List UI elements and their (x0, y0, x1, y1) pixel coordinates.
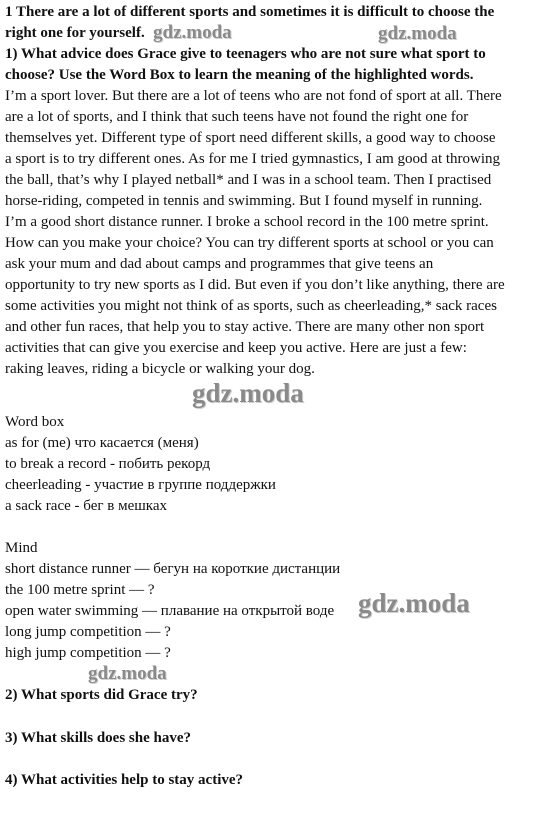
mind-item: high jump competition — ? (5, 645, 171, 661)
text-line: ask your mum and dad about camps and programmes that give teens an (5, 256, 434, 272)
task-title-line-2: right one for yourself. (5, 25, 145, 41)
mind-item: long jump competition — ? (5, 624, 171, 640)
text-line: some activities you might not think of as sports, such as cheerleading,* sack races (5, 298, 497, 314)
question-3: 3) What skills does she have? (5, 730, 192, 746)
word-box-item: cheerleading - участие в группе поддержки (5, 477, 276, 493)
mind-item: open water swimming — плавание на открытой воде (5, 603, 335, 619)
watermark: gdz.moda (192, 378, 304, 408)
word-box-title: Word box (5, 414, 65, 430)
text-line: opportunity to try new sports as I did. But even if you don’t like anything, there are (5, 277, 505, 293)
question-1-line-1: 1) What advice does Grace give to teenagers who are not sure what sport to (5, 46, 486, 62)
text-line: and other fun races, that help you to stay active. There are many other non sport (5, 319, 485, 335)
word-box-item: as for (me) что касается (меня) (5, 435, 199, 451)
text-line: I’m a good short distance runner. I broke a school record in the 100 metre sprint. (5, 214, 489, 230)
task-title-line-1: 1 There are a lot of different sports and sometimes it is difficult to choose the (5, 4, 495, 20)
question-4: 4) What activities help to stay active? (5, 772, 244, 788)
watermark: gdz.moda (153, 22, 232, 43)
word-box-item: a sack race - бег в мешках (5, 498, 168, 514)
question-2: 2) What sports did Grace try? (5, 687, 198, 703)
text-line: raking leaves, riding a bicycle or walking your dog. (5, 361, 315, 377)
mind-title: Mind (5, 540, 38, 556)
watermark: gdz.moda (378, 23, 457, 44)
mind-item: the 100 metre sprint — ? (5, 582, 155, 598)
text-line: the ball, that’s why I played netball* and I was in a school team. Then I practised (5, 172, 492, 188)
text-line: activities that can give you exercise and keep you active. Here are just a few: (5, 340, 467, 356)
text-line: How can you make your choice? You can try different sports at school or you can (5, 235, 494, 251)
question-1-line-2: choose? Use the Word Box to learn the meaning of the highlighted words. (5, 67, 474, 83)
watermark: gdz.moda (88, 663, 167, 684)
text-line: I’m a sport lover. But there are a lot of teens who are not fond of sport at all. There (5, 88, 502, 104)
mind-item: short distance runner — бегун на короткие дистанции (5, 561, 341, 577)
text-line: are a lot of sports, and I think that such teens have not found the right one for (5, 109, 469, 125)
watermark: gdz.moda (358, 588, 470, 618)
text-line: themselves yet. Different type of sport need different skills, a good way to choose (5, 130, 496, 146)
word-box-item: to break a record - побить рекорд (5, 456, 211, 472)
text-line: horse-riding, competed in tennis and swimming. But I found myself in running. (5, 193, 483, 209)
text-line: a sport is to try different ones. As for me I tried gymnastics, I am good at throwing (5, 151, 501, 167)
